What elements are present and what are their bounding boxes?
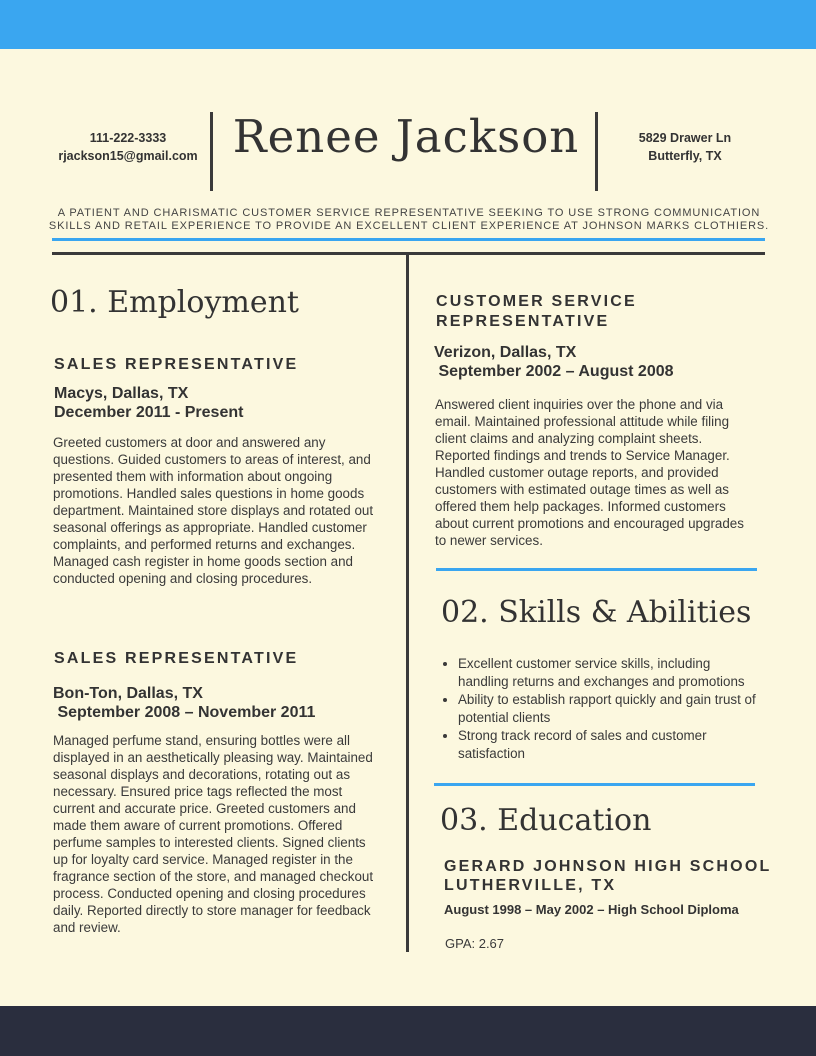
header-divider-left [210, 112, 213, 191]
footer-bar [0, 1006, 816, 1056]
job-2-description: Managed perfume stand, ensuring bottles were all displayed in an aesthetically pleasing way. Maintained seasonal displays and decorations, rotating out as necessary. Ensured price tags reflected the most current and accurate price. Greeted customers and made them aware of current promotions. Offered perfume samples to interested clients. Signed clients up for loyalty card service. Managed register in the fragrance section of the store, and managed checkout process. Conducted opening and closing procedures daily. Reported directly to store manager for feedback and review. [53, 733, 374, 935]
skill-item: • Ability to establish rapport quickly and gain trust of potential clients [458, 691, 760, 727]
education-gpa: GPA: 2.67 [445, 936, 505, 951]
contact-right [612, 129, 758, 165]
address-line-1: 5829 Drawer Ln [638, 131, 732, 145]
job-3-title: CUSTOMER SERVICE REPRESENTATIVE [436, 293, 637, 330]
school-location: LUTHERVILLE, TX [444, 877, 617, 894]
job-2-dates: September 2008 – November 2011 [53, 704, 316, 721]
skill-item: • Strong track record of sales and customer satisfaction [458, 727, 760, 763]
job-2-title: SALES REPRESENTATIVE [54, 650, 299, 667]
job-3-dates: September 2002 – August 2008 [434, 363, 674, 380]
school-name: GERARD JOHNSON HIGH SCHOOL [444, 858, 772, 875]
column-divider [406, 254, 409, 952]
skills-heading: 02. Skills & Abilities [441, 595, 752, 630]
skill-item: • Excellent customer service skills, including handling returns and exchanges and promotions [458, 655, 760, 691]
job-1-title: SALES REPRESENTATIVE [54, 356, 299, 373]
job-3-description: Answered client inquiries over the phone and via email. Maintained professional attitude while filing client claims and analyzing complaint sheets. Reported findings and trends to Service Manager. Handled customer outage reports, and provided customers with estimated outage times as well as offered them help packages. Informed customers about current promotions and encouraged upgrades to newer services. [435, 397, 744, 548]
skills-list [436, 655, 760, 763]
skills-top-rule [436, 568, 757, 571]
email-address: rjackson15@gmail.com [58, 149, 198, 163]
job-1-description: Greeted customers at door and answered any questions. Guided customers to areas of interest, and presented them with information about ongoing promotions. Handled sales questions in home goods department. Maintained store displays and rotated out seasonal offerings as appropriate. Handled customer complaints, and performed returns and exchanges. Managed cash register in home goods section and conducted opening and closing procedures. [53, 435, 374, 586]
job-2-company: Bon-Ton, Dallas, TX [53, 685, 203, 702]
header-divider-right [595, 112, 598, 191]
phone-number: 111-222-3333 [89, 131, 167, 145]
job-3-company: Verizon, Dallas, TX [434, 344, 577, 361]
employment-heading: 01. Employment [50, 285, 299, 320]
education-top-rule [434, 783, 755, 786]
job-1-dates: December 2011 - Present [54, 404, 244, 421]
education-dates: August 1998 – May 2002 – High School Diploma [444, 902, 739, 917]
education-heading: 03. Education [440, 803, 652, 838]
objective-statement: A PATIENT AND CHARISMATIC CUSTOMER SERVICE REPRESENTATIVE SEEKING TO USE STRONG COMMUNICATION SKILLS AND RETAIL EXPERIENCE TO PROVIDE AN EXCELLENT CLIENT EXPERIENCE AT JOHNSON MARKS CLOTHIERS. [48, 207, 770, 232]
objective-underline [52, 238, 765, 241]
top-accent-bar [0, 0, 816, 49]
job-1-company: Macys, Dallas, TX [54, 385, 189, 402]
address-line-2: Butterfly, TX [648, 149, 722, 163]
candidate-name: Renee Jackson [232, 110, 580, 163]
contact-left [48, 129, 208, 165]
